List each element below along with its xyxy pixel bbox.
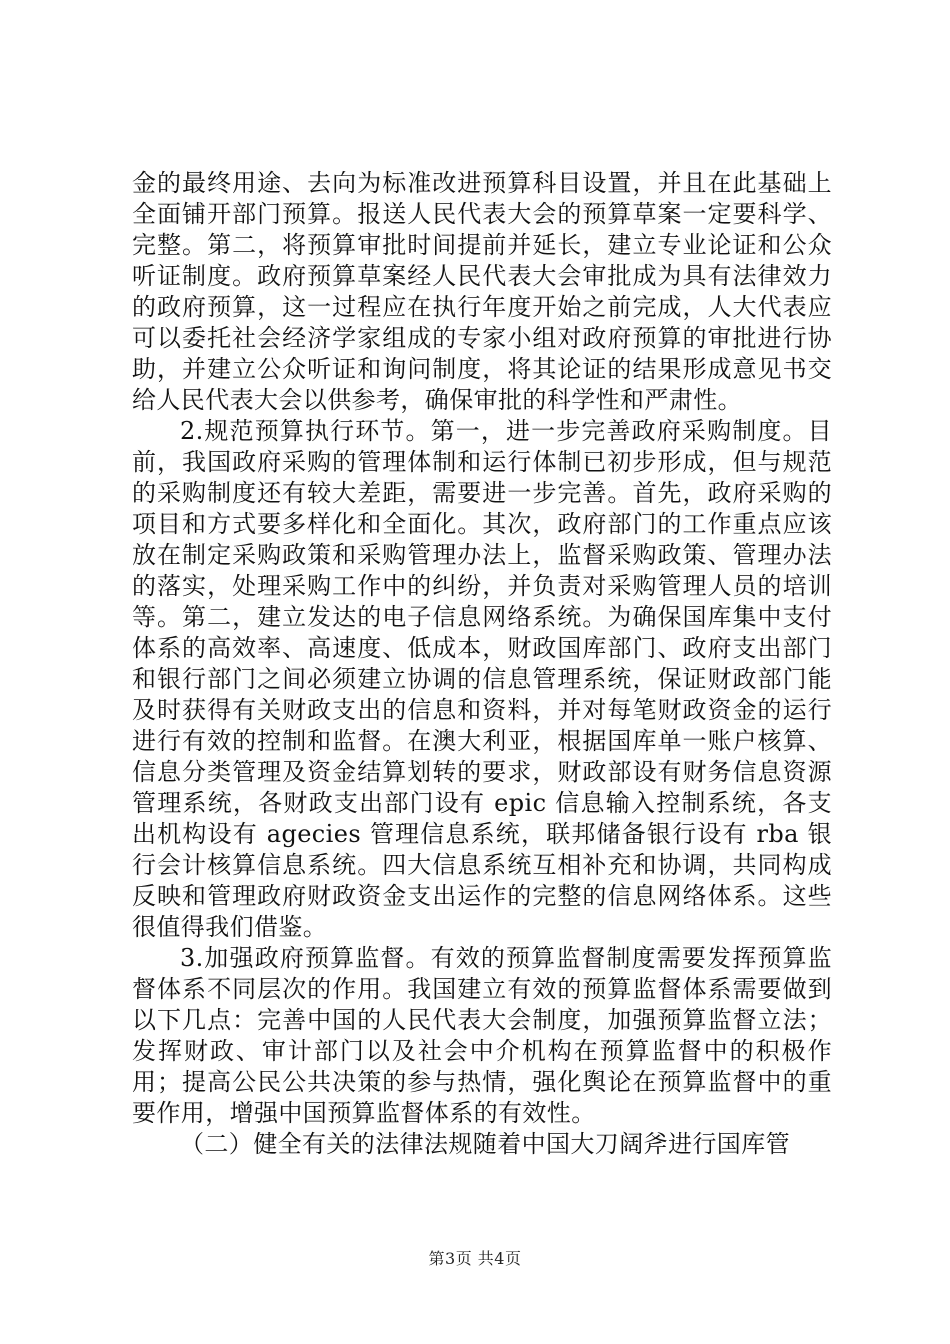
- paragraph-laws-regulations: （二）健全有关的法律法规随着中国大刀阔斧进行国库管: [180, 1130, 790, 1158]
- paragraph-budget-approval: 金的最终用途、去向为标准改进预算科目设置，并且在此基础上全面铺开部门预算。报送人民代表大会的预算草案一定要科学、完整。第二，将预算审批时间提前并延长，建立专业论证和公众听证制度。政府预算草案经人民代表大会审批成为具有法律效力的政府预算，这一过程应在执行年度开始之前完成，人大代表应可以委托社会经济学家组成的专家小组对政府预算的审批进行协助，并建立公众听证和询问制度，将其论证的结果形成意见书交给人民代表大会以供参考，确保审批的科学性和严肃性。: [132, 169, 832, 414]
- page-footer: [0, 1246, 950, 1269]
- paragraph-budget-execution: 2.规范预算执行环节。第一，进一步完善政府采购制度。目前，我国政府采购的管理体制和运行体制已初步形成，但与规范的采购制度还有较大差距，需要进一步完善。首先，政府采购的项目和方式要多样化和全面化。其次，政府部门的工作重点应该放在制定采购政策和采购管理办法上，监督采购政策、管理办法的落实，处理采购工作中的纠纷，并负责对采购管理人员的培训等。第二，建立发达的电子信息网络系统。为确保国库集中支付体系的高效率、高速度、低成本，财政国库部门、政府支出部门和银行部门之间必须建立协调的信息管理系统，保证财政部门能及时获得有关财政支出的信息和资料，并对每笔财政资金的运行进行有效的控制和监督。在澳大利亚，根据国库单一账户核算、信息分类管理及资金结算划转的要求，财政部设有财务信息资源管理系统，各财政支出部门设有 epic 信息输入控制系统，各支出机构设有 agecies 管理信息系统，联邦储备银行设有 rba 银行会计核算信息系统。四大信息系统互相补充和协调，共同构成反映和管理政府财政资金支出运作的完整的信息网络体系。这些很值得我们借鉴。: [132, 417, 832, 941]
- body-text: [132, 168, 832, 1160]
- paragraph-budget-supervision: 3.加强政府预算监督。有效的预算监督制度需要发挥预算监督体系不同层次的作用。我国建立有效的预算监督体系需要做到以下几点：完善中国的人民代表大会制度，加强预算监督立法；发挥财政、审计部门以及社会中介机构在预算监督中的积极作用；提高公民公共决策的参与热情，强化舆论在预算监督中的重要作用，增强中国预算监督体系的有效性。: [132, 944, 832, 1127]
- page-number: 第3页 共4页: [428, 1249, 522, 1268]
